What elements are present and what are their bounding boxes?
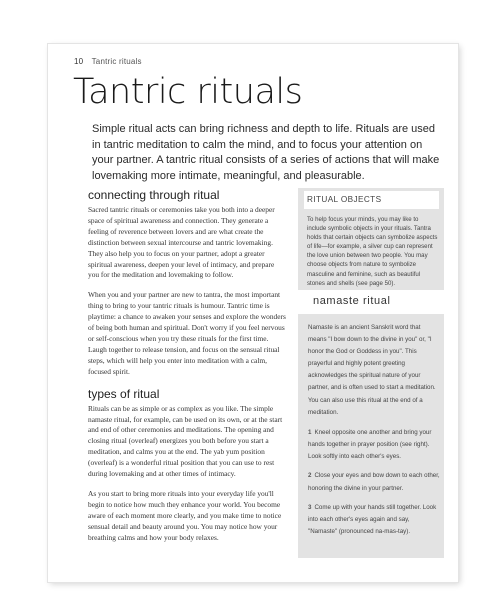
step-number: 3	[308, 503, 312, 511]
namaste-heading-box	[298, 290, 444, 314]
paragraph-4: As you start to bring more rituals into your everyday life you'll begin to notice how much they enhance your world. You become aware of each moment more clearly, and you make time to notice sensual detail and beauty around you. You may notice how your breathing calms and how your body relaxes.	[88, 488, 282, 542]
step-text: Come up with your hands still together. Look into each other's eyes again and say, "Namaste" (pronounced na-mas-tay).	[308, 503, 437, 536]
step-item	[308, 470, 440, 494]
step-number: 1	[308, 428, 312, 436]
intro-paragraph: Simple ritual acts can bring richness and depth to life. Rituals are used in tantric meditation to calm the mind, and to focus your attention on your partner. A tantric ritual consists of a series of actions that will make lovemaking more intimate, meaningful, and pleasurable.	[92, 123, 440, 182]
sidebar-heading: RITUAL OBJECTS	[304, 191, 439, 209]
step-item	[308, 502, 440, 539]
paragraph-2: When you and your partner are new to tantra, the most important thing to bring to your tantric rituals is humour. Tantric time is playtime: a chance to awaken your senses and explore the wonders of being both human and spiritual. Don't worry if you feel nervous or self-conscious when you try these rituals for the first time. Laugh together to release tension, and focus on the sensual ritual steps, which will help you enter into meditation with a calm, focused spirit.	[88, 290, 286, 376]
heading-types: types of ritual	[88, 386, 160, 401]
namaste-body	[308, 322, 440, 545]
running-header	[74, 57, 142, 66]
page-title: Tantric rituals	[73, 72, 303, 112]
paragraph-1: Sacred tantric rituals or ceremonies take you both into a deeper space of spiritual awareness and connection. They generate a feeling of reverence between lovers and are what create the distinction between sexual intercourse and tantric lovemaking. They also help you to focus on your partner, adopt a greater spiritual awareness, deepen your level of intimacy, and prepare you for the meditation and lovemaking to follow.	[88, 205, 275, 280]
step-item	[308, 427, 440, 464]
step-number: 2	[308, 472, 312, 480]
namaste-intro: Namaste is an ancient Sanskrit word that means "I bow down to the divine in you" or, "I honor the God or Goddess in you". This prayerful and highly potent greeting acknowledges the spiritual nature of your partner, and is often used to start a meditation. You can also use this ritual at the end of a meditation.	[308, 324, 436, 416]
step-text: Kneel opposite one another and bring your hands together in prayer position (see right). Look softly into each other's eyes.	[308, 428, 432, 461]
paragraph-3: Rituals can be as simple or as complex as you like. The simple namaste ritual, for example, can be used on its own, or at the start and end of other ceremonies and meditations. The opening and closing ritual (overleaf) energizes you both before you start a meditation, and calms you at the end. The yab yum position (overleaf) is a wonderful ritual position that you can use to rest during lovemaking and at other times of intimacy.	[88, 403, 283, 479]
namaste-heading: namaste ritual	[313, 295, 391, 307]
step-text: Close your eyes and bow down to each other, honoring the divine in your partner.	[308, 472, 440, 492]
section-name: Tantric rituals	[91, 57, 142, 66]
sidebar-body: To help focus your minds, you may like to include symbolic objects in your rituals. Tantra holds that certain objects can symbolize aspects of life—for example, a silver cup can represent the love union between two people. You may choose objects from nature to symbolize masculine and feminine, such as beautiful stones and shells (see page 50).	[307, 216, 438, 287]
heading-connecting: connecting through ritual	[88, 188, 220, 202]
main-column	[88, 188, 286, 552]
page-number: 10	[74, 57, 84, 66]
